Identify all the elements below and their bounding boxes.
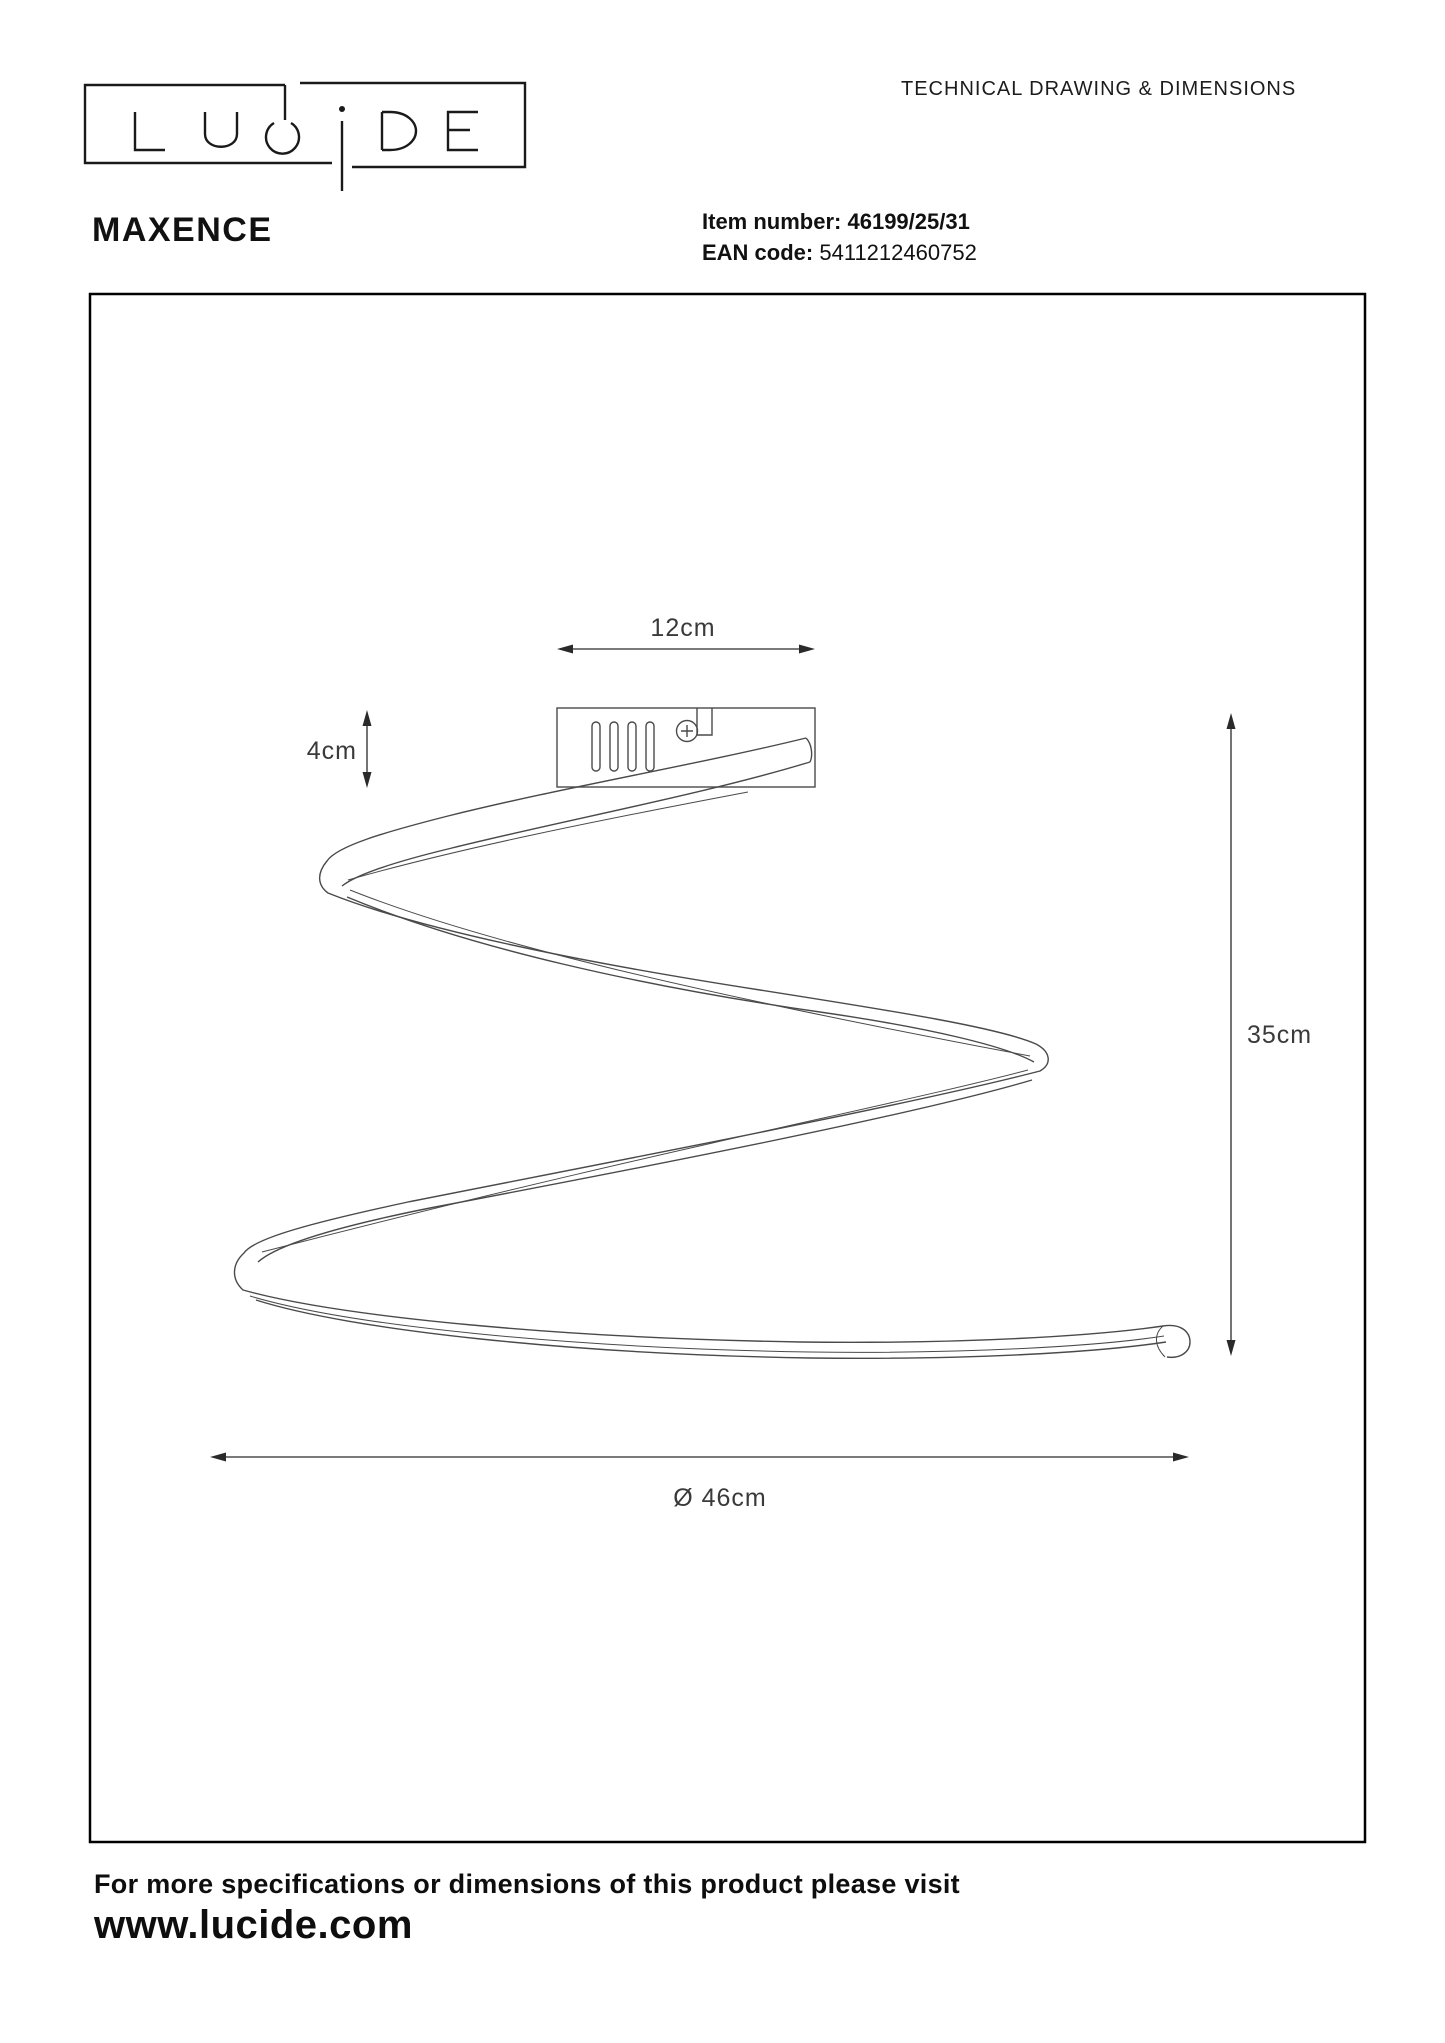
arrowhead-right	[1173, 1453, 1189, 1462]
arrowhead-down	[1227, 1340, 1236, 1356]
dimension-canopy-width	[557, 614, 815, 654]
canopy-vent-slot	[628, 722, 636, 771]
canopy-mount	[557, 708, 815, 787]
item-number-label: Item number:	[702, 209, 842, 234]
canopy-vent-slot	[646, 722, 654, 771]
arrowhead-down	[363, 772, 372, 788]
ean-code-label: EAN code:	[702, 240, 814, 265]
logo-letter-i-dot	[339, 106, 345, 112]
footer	[94, 1869, 960, 1948]
logo-letter-u	[205, 112, 237, 147]
dimension-total-height	[1227, 713, 1313, 1356]
dimension-label-canopy-height: 4cm	[306, 737, 357, 765]
dimension-canopy-height	[307, 710, 372, 788]
dimension-label-diameter: Ø 46cm	[673, 1484, 767, 1512]
drawing-frame	[90, 294, 1365, 1842]
product-codes	[702, 206, 977, 268]
dimension-label-total-height: 35cm	[1247, 1021, 1313, 1049]
dimension-diameter	[210, 1453, 1189, 1513]
logo-letter-e	[448, 112, 478, 150]
arrowhead-up	[1227, 713, 1236, 729]
screw-cross	[681, 725, 693, 737]
product-name: MAXENCE	[92, 211, 273, 249]
arrowhead-left	[210, 1453, 226, 1462]
logo-letter-c	[266, 123, 299, 154]
item-number-row	[702, 206, 977, 237]
ribbon-tip	[806, 738, 812, 762]
ean-code-row	[702, 237, 977, 268]
arrowhead-left	[557, 645, 573, 654]
footer-website-link[interactable]: www.lucide.com	[94, 1903, 413, 1947]
document-title: TECHNICAL DRAWING & DIMENSIONS	[901, 78, 1297, 100]
brand-logo	[85, 83, 525, 191]
footer-note: For more specifications or dimensions of this product please visit	[94, 1869, 960, 1899]
ribbon-bottom-edge	[256, 762, 1166, 1358]
ribbon-top-edge	[234, 738, 1190, 1357]
logo-letter-l	[135, 112, 165, 150]
item-number-value: 46199/25/31	[847, 209, 970, 234]
ean-code-value: 5411212460752	[819, 240, 977, 265]
dimension-label-canopy-width: 12cm	[650, 614, 716, 642]
logo-frame	[85, 83, 525, 167]
logo-letter-d	[382, 112, 416, 150]
arrowhead-right	[799, 645, 815, 654]
spiral-ribbon	[234, 738, 1190, 1358]
arrowhead-up	[363, 710, 372, 726]
canopy-notch	[697, 708, 712, 735]
canopy-vent-slot	[610, 722, 618, 771]
canopy-vent-slot	[592, 722, 600, 771]
